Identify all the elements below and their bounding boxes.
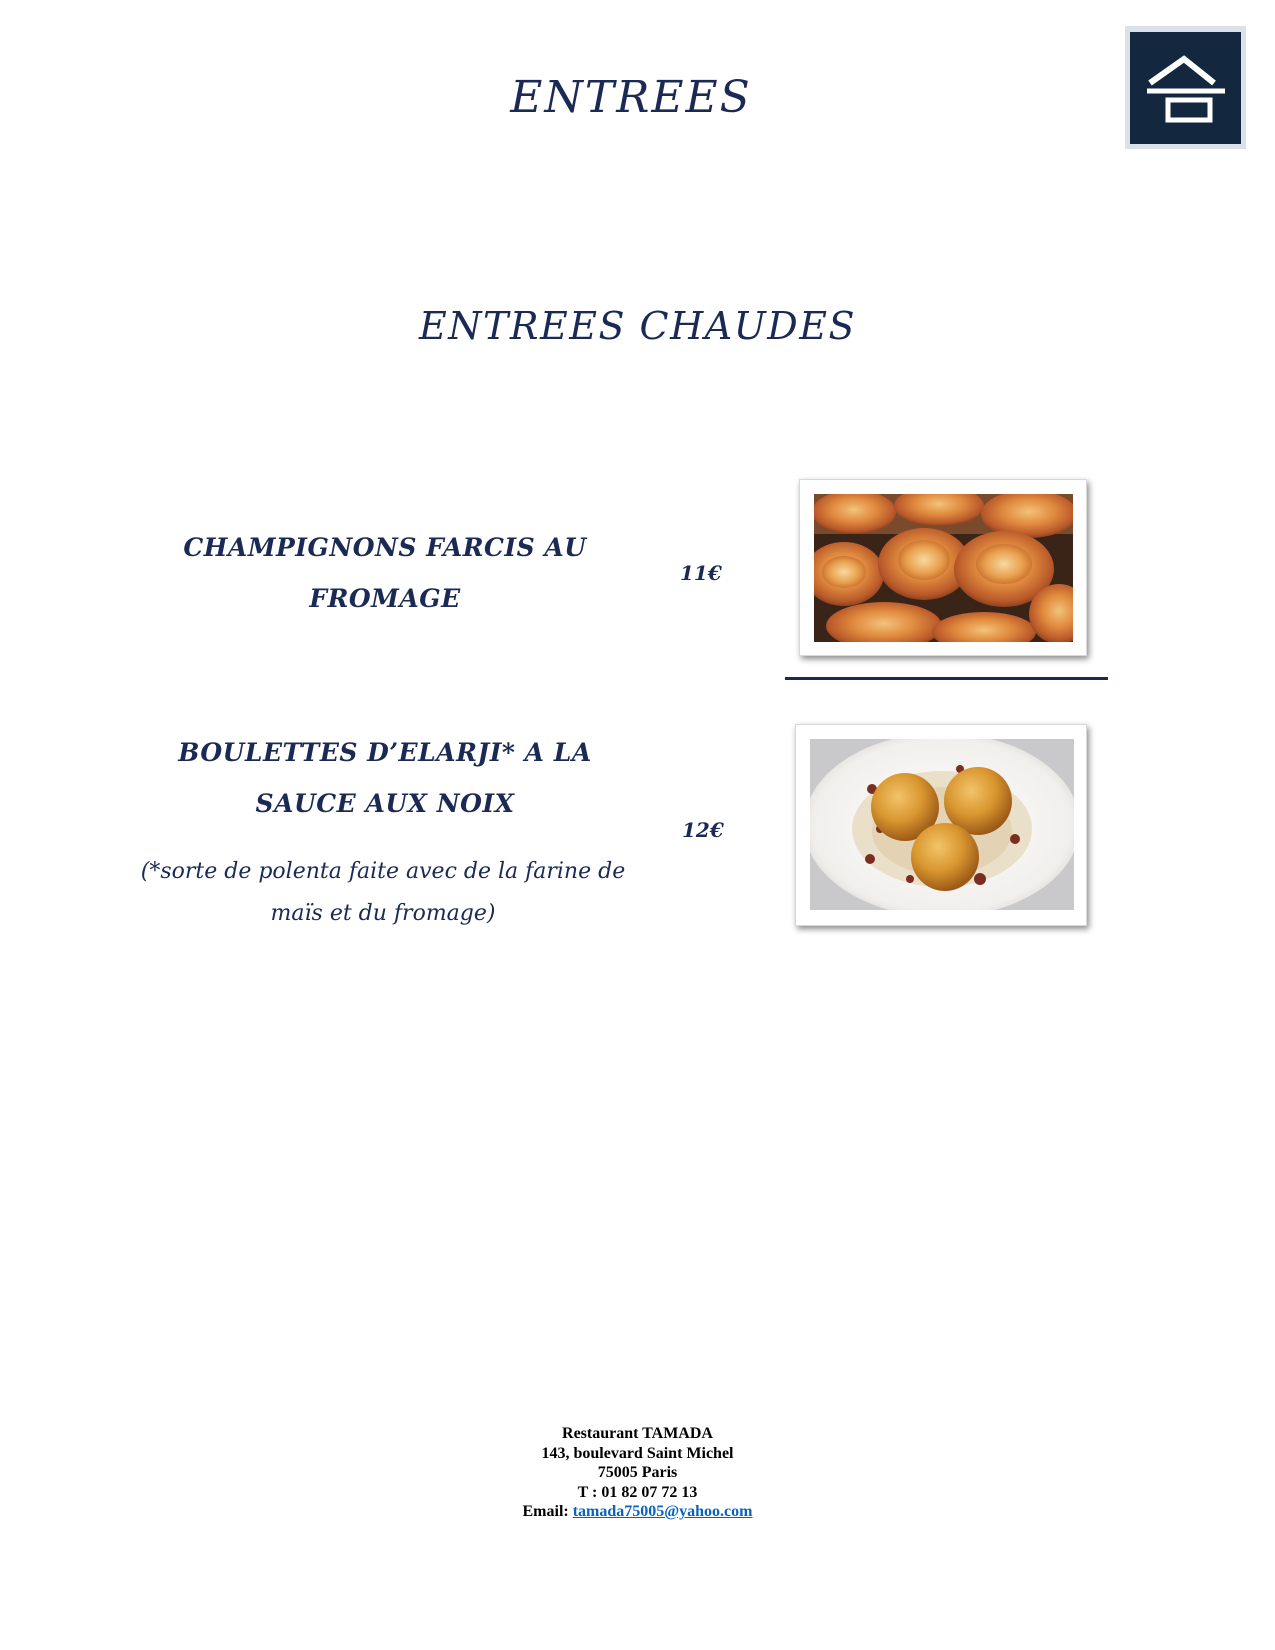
dish-name-line: CHAMPIGNONS FARCIS AU — [183, 533, 587, 562]
email-link[interactable]: tamada75005@yahoo.com — [572, 1503, 753, 1520]
elarji-balls-photo — [795, 724, 1087, 926]
restaurant-name: Restaurant TAMADA — [562, 1425, 713, 1442]
dish-name-line: FROMAGE — [309, 584, 461, 613]
dish-price: 11€ — [680, 561, 722, 585]
dish-note-line: (*sorte de polenta faite avec de la farine de — [140, 859, 626, 884]
dish-name-line: BOULETTES D’ELARJI* A LA — [178, 738, 592, 767]
restaurant-phone: T : 01 82 07 72 13 — [577, 1483, 698, 1501]
section-divider — [785, 677, 1108, 680]
dish-name-line: SAUCE AUX NOIX — [255, 789, 515, 818]
restaurant-street: 143, boulevard Saint Michel — [541, 1444, 734, 1462]
dish-note-line: maïs et du fromage) — [270, 901, 496, 926]
restaurant-email-row — [0, 1502, 1275, 1522]
restaurant-city: 75005 Paris — [597, 1464, 678, 1481]
email-label: Email: — [522, 1503, 569, 1520]
dish-name — [130, 727, 640, 829]
dish-price: 12€ — [682, 818, 724, 842]
restaurant-contact — [0, 1424, 1275, 1522]
dish-note — [128, 851, 638, 935]
dish-name — [130, 522, 640, 624]
page-title: ENTREES — [510, 72, 752, 123]
section-title: ENTREES CHAUDES — [419, 304, 856, 348]
stuffed-mushrooms-photo — [799, 479, 1087, 656]
